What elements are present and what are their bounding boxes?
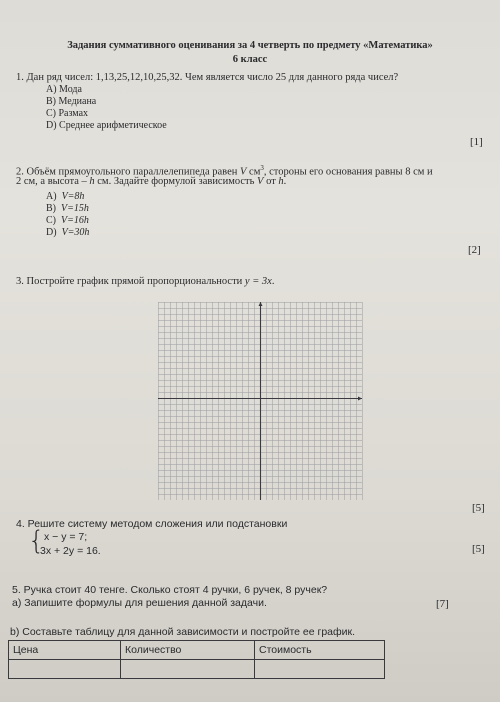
x-axis-arrow	[358, 397, 362, 401]
coordinate-grid[interactable]	[158, 302, 364, 500]
worksheet-title: Задания суммативного оценивания за 4 четверть по предмету «Математика»	[67, 40, 433, 51]
q4-mark: [5]	[472, 543, 485, 555]
q3-mark: [5]	[472, 502, 485, 514]
table-header-cell: Количество	[121, 641, 255, 660]
equation-2: 3x + 2y = 16.	[40, 545, 101, 557]
answer-table	[8, 640, 385, 679]
question-2-line-1: 2. Объём прямоугольного параллелепипеда равен V $см^3$, стороны его основания равны 8 см и	[16, 164, 433, 178]
table-cell[interactable]	[9, 660, 121, 679]
question-3-text: 3. Постройте график прямой пропорциональности y = 3x.	[16, 276, 275, 287]
coordinate-grid-svg	[158, 302, 364, 500]
table-cell[interactable]	[255, 660, 385, 679]
q5-mark: [7]	[436, 598, 449, 610]
q1-option-d: D) Среднее арифметическое	[46, 120, 167, 131]
table-cell[interactable]	[121, 660, 255, 679]
table-header-row	[9, 641, 385, 660]
q1-option-c: C) Размах	[46, 108, 89, 119]
table-header-cell: Стоимость	[255, 641, 385, 660]
table-row	[9, 660, 385, 679]
question-2-line-2: 2 см, а высота – h см. Задайте формулой зависимость V от h.	[16, 176, 287, 187]
q2-option-a: A) V=8h	[46, 191, 85, 202]
system-brace: {	[28, 526, 45, 556]
question-4-text: 4. Решите систему методом сложения или подстановки	[16, 518, 288, 530]
question-5-part-b: b) Составьте таблицу для данной зависимости и постройте ее график.	[10, 626, 356, 638]
q1-option-a: A) Мода	[46, 84, 82, 95]
q1-mark: [1]	[470, 136, 483, 148]
q2-mark: [2]	[468, 244, 481, 256]
question-1-text: 1. Дан ряд чисел: 1,13,25,12,10,25,32. Чем является число 25 для данного ряда чисел?	[16, 72, 399, 83]
question-5-part-a: а) Запишите формулы для решения данной задачи.	[12, 597, 267, 609]
q2-option-c: C) V=16h	[46, 215, 89, 226]
q2-option-d: D) V=30h	[46, 227, 90, 238]
table-header-cell: Цена	[9, 641, 121, 660]
grade-label: 6 класс	[232, 54, 268, 65]
equation-1: x − y = 7;	[44, 531, 88, 543]
question-5-text: 5. Ручка стоит 40 тенге. Сколько стоят 4 ручки, 6 ручек, 8 ручек?	[12, 584, 328, 596]
q2-option-b: B) V=15h	[46, 203, 89, 214]
q1-option-b: B) Медиана	[46, 96, 97, 107]
